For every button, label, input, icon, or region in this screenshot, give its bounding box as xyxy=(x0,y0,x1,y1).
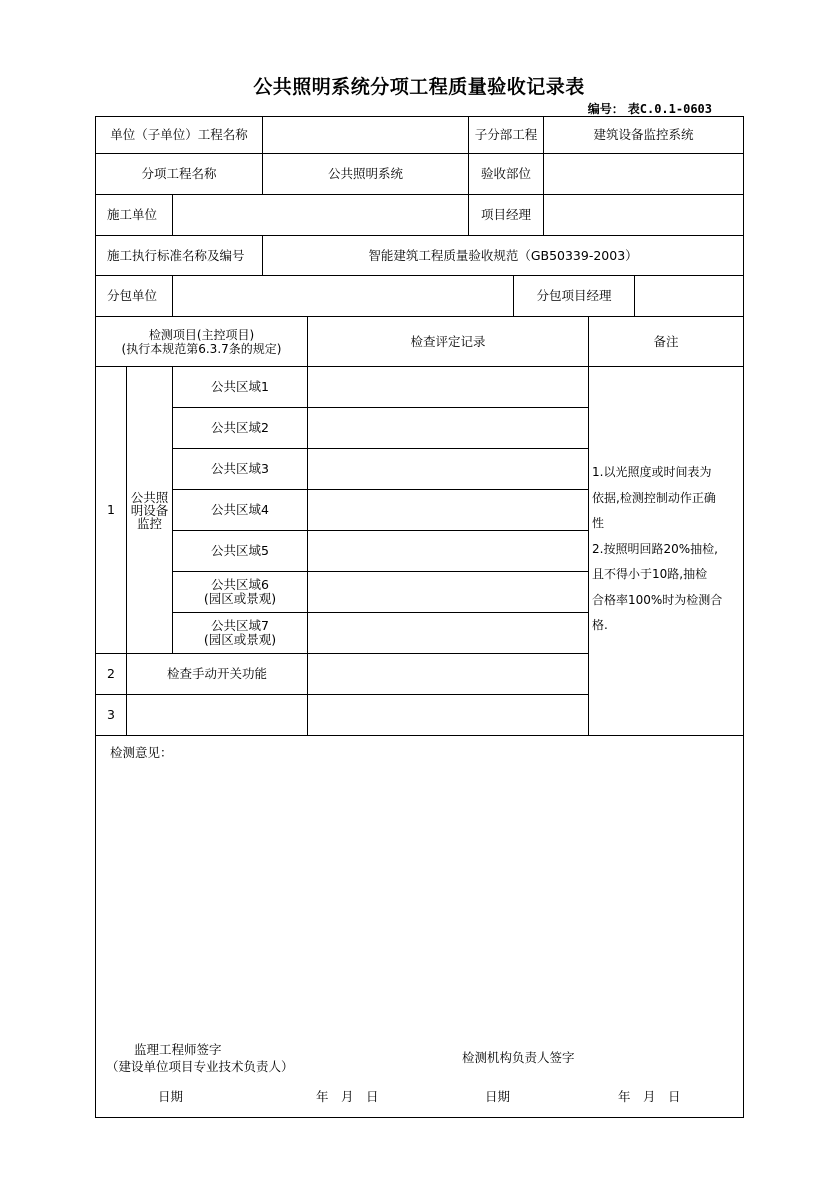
page-title: 公共照明系统分项工程质量验收记录表 xyxy=(253,76,585,98)
remark-line: 依据,检测控制动作正确 xyxy=(592,490,716,505)
acceptance-part-field[interactable] xyxy=(544,154,743,194)
form-code-value: 表C.0.1-0603 xyxy=(627,102,712,116)
remark-line: 合格率100%时为检测合 xyxy=(592,592,723,607)
group1-category-cell xyxy=(127,367,172,653)
remark-line: 格. xyxy=(592,618,608,632)
standard-value[interactable]: 智能建筑工程质量验收规范（GB50339-2003） xyxy=(368,247,638,263)
sub-manager-label: 分包项目经理 xyxy=(536,288,612,304)
acceptance-part-label: 验收部位 xyxy=(480,166,531,182)
remark-line: 性 xyxy=(592,516,605,530)
supervisor-signature-label: 监理工程师签字 xyxy=(134,1042,222,1057)
date-label-right: 日期 xyxy=(485,1089,511,1104)
contractor-label: 施工单位 xyxy=(107,207,158,223)
date-ymd-right[interactable]: 年 月 日 xyxy=(618,1089,681,1104)
date-label-left: 日期 xyxy=(158,1089,184,1104)
opinion-area[interactable] xyxy=(110,770,730,1030)
unit-name-field[interactable] xyxy=(263,117,468,153)
item-header xyxy=(96,317,307,366)
opinion-label: 检测意见： xyxy=(110,745,173,760)
remark-line: 1.以光照度或时间表为 xyxy=(592,465,712,479)
remark-line: 且不得小于10路,抽检 xyxy=(592,567,708,581)
row2-number: 2 xyxy=(107,666,115,682)
item-name-label: 分项工程名称 xyxy=(141,166,217,182)
area-row-6: 公共区域6 (园区或景观) xyxy=(203,577,277,606)
item-header-line2: (执行本规范第6.3.7条的规定) xyxy=(121,341,282,356)
area-row-3: 公共区域3 xyxy=(211,461,269,477)
area-row-7: 公共区域7 (园区或景观) xyxy=(203,618,277,647)
area-row-5: 公共区域5 xyxy=(211,543,269,559)
item-header-line1: 检测项目(主控项目) xyxy=(148,327,255,342)
supervisor-signature-sublabel: （建设单位项目专业技术负责人） xyxy=(106,1059,294,1074)
form-code-label: 编号： xyxy=(587,102,624,116)
inspector-signature-label: 检测机构负责人签字 xyxy=(462,1050,575,1065)
subcontractor-label: 分包单位 xyxy=(107,288,158,304)
standard-label: 施工执行标准名称及编号 xyxy=(107,247,245,263)
area-row-4: 公共区域4 xyxy=(211,502,269,518)
row3-number: 3 xyxy=(107,707,115,723)
item-name-value[interactable]: 公共照明系统 xyxy=(327,166,403,182)
sub-division-value[interactable]: 建筑设备监控系统 xyxy=(593,127,694,143)
date-ymd-left[interactable]: 年 月 日 xyxy=(316,1089,379,1104)
group1-category: 公共照明设备监控 xyxy=(130,489,169,531)
area-row-2: 公共区域2 xyxy=(211,420,269,436)
area-row-1: 公共区域1 xyxy=(211,379,269,395)
remark-header: 备注 xyxy=(653,333,679,349)
subcontractor-field[interactable] xyxy=(173,276,513,316)
group1-number: 1 xyxy=(107,502,115,518)
remark-text xyxy=(592,460,742,639)
record-header: 检查评定记录 xyxy=(410,333,486,349)
row2-item: 检查手动开关功能 xyxy=(166,666,267,682)
project-manager-label: 项目经理 xyxy=(480,207,531,223)
row3-item[interactable] xyxy=(127,695,307,735)
form-code xyxy=(588,100,712,117)
unit-name-label: 单位（子单位）工程名称 xyxy=(110,127,248,143)
remark-line: 2.按照明回路20%抽检, xyxy=(592,541,718,556)
sub-division-label: 子分部工程 xyxy=(474,127,538,143)
sub-manager-field[interactable] xyxy=(635,276,743,316)
project-manager-field[interactable] xyxy=(544,195,743,235)
contractor-field[interactable] xyxy=(173,195,468,235)
